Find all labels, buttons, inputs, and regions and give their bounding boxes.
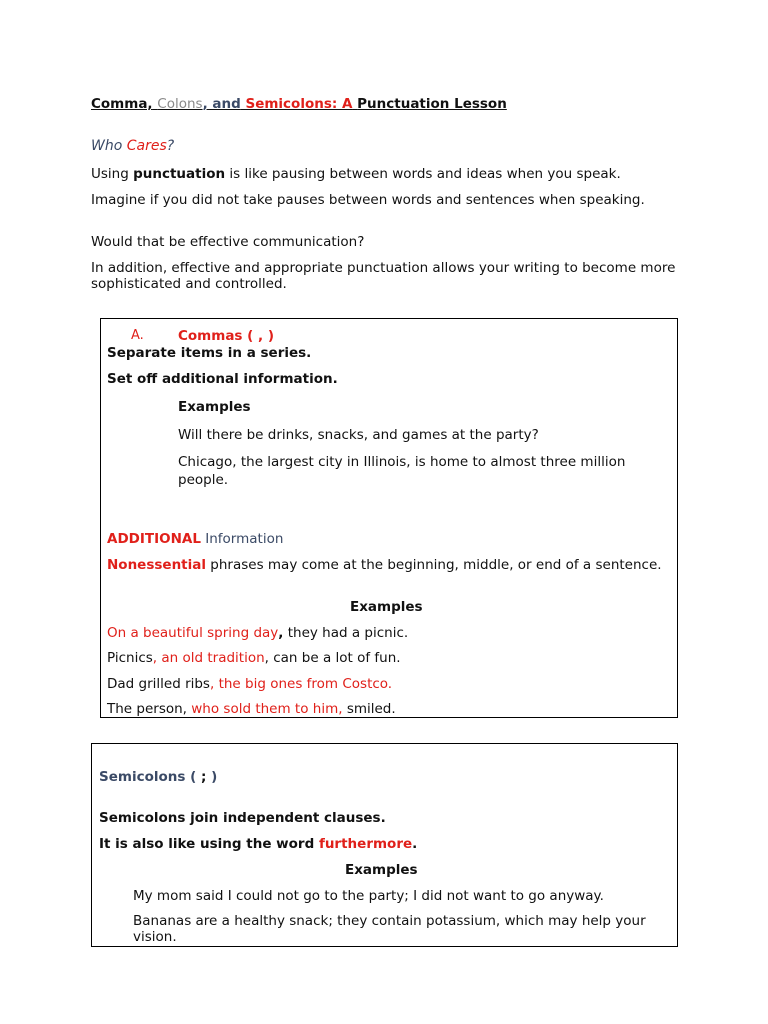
who-cares-heading: Who Cares?: [91, 138, 175, 154]
page-title: [91, 96, 507, 112]
intro-paragraph-1: Using punctuation is like pausing between words and ideas when you speak.: [91, 166, 621, 182]
commas-letter: A.: [131, 328, 144, 343]
commas-examples-label-2: Examples: [350, 599, 423, 615]
intro-paragraph-3: Would that be effective communication?: [91, 234, 365, 250]
commas-heading: Commas ( , ): [178, 328, 275, 344]
comma-sentence-3: Dad grilled ribs, the big ones from Costco.: [107, 676, 393, 692]
commas-rule-1: Separate items in a series.: [107, 345, 312, 361]
comma-sentence-2: Picnics, an old tradition, can be a lot of fun.: [107, 650, 401, 666]
intro-paragraph-4: In addition, effective and appropriate punctuation allows your writing to become more sophisticated and controlled.: [91, 260, 676, 292]
nonessential-paragraph: Nonessential phrases may come at the beginning, middle, or end of a sentence.: [107, 557, 662, 573]
commas-example-2: Chicago, the largest city in Illinois, is home to almost three million people.: [178, 454, 626, 488]
commas-example-1: Will there be drinks, snacks, and games at the party?: [178, 427, 539, 443]
additional-info-heading: ADDITIONAL Information: [107, 531, 284, 547]
intro-paragraph-2: Imagine if you did not take pauses between words and sentences when speaking.: [91, 192, 645, 208]
semicolons-rule-2: It is also like using the word furthermore.: [99, 836, 418, 852]
semicolons-examples-label: Examples: [345, 862, 418, 878]
title-semicolons: Semicolons: A: [245, 96, 353, 112]
semicolons-heading: Semicolons ( ; ): [99, 769, 218, 785]
title-rest: Punctuation Lesson: [357, 96, 507, 112]
semicolons-rule-1: Semicolons join independent clauses.: [99, 810, 386, 826]
title-colons: Colons: [157, 96, 203, 112]
commas-examples-label: Examples: [178, 399, 251, 415]
comma-sentence-4: The person, who sold them to him, smiled.: [107, 701, 396, 717]
title-and: , and: [202, 96, 241, 112]
commas-rule-2: Set off additional information.: [107, 371, 338, 387]
title-comma: Comma,: [91, 96, 153, 112]
comma-sentence-1: On a beautiful spring day, they had a picnic.: [107, 625, 409, 641]
semicolons-example-2: Bananas are a healthy snack; they contain potassium, which may help your vision.: [133, 913, 646, 945]
cares-word: Cares: [126, 138, 167, 154]
semicolons-example-1: My mom said I could not go to the party; I did not want to go anyway.: [133, 888, 604, 904]
